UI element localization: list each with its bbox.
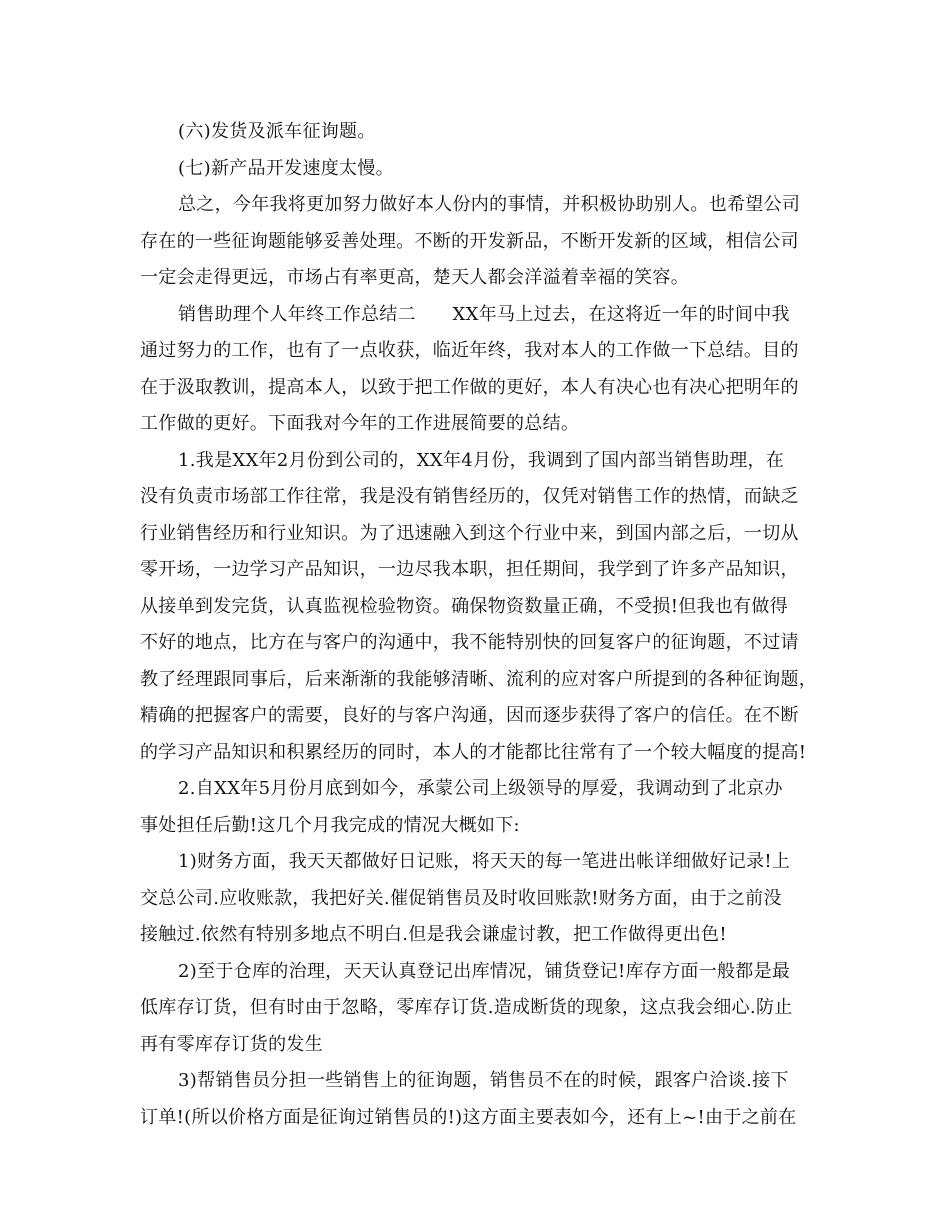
text-line: 交总公司.应收账款，我把好关.催促销售员及时收回账款!财务方面，由于之前没: [140, 887, 782, 909]
text-line: 2)至于仓库的治理，天天认真登记出库情况，铺货登记!库存方面一般都是最: [178, 960, 791, 982]
text-line: 的学习产品知识和积累经历的同时，本人的才能都比往常有了一个较大幅度的提高!: [140, 741, 807, 763]
text-line: 教了经理跟同事后，后来渐渐的我能够清晰、流利的应对客户所提到的各种征询题，: [140, 668, 818, 690]
text-line: 接触过.依然有特别多地点不明白.但是我会谦虚讨教，把工作做得更出色!: [140, 924, 727, 945]
text-line: 工作做的更好。下面我对今年的工作进展简要的总结。: [140, 413, 580, 434]
text-line: 通过努力的工作，也有了一点收获，临近年终，我对本人的工作做一下总结。目的: [140, 340, 799, 361]
text-line: 订单!(所以价格方面是征询过销售员的!)这方面主要表如今，还有上~!由于之前在: [140, 1106, 797, 1128]
text-line: 销售助理个人年终工作总结二 XX年马上过去，在这将近一年的时间中我: [178, 303, 790, 325]
text-line: 存在的一些征询题能够妥善处理。不断的开发新品，不断开发新的区域，相信公司: [140, 230, 799, 252]
text-line: 从接单到发完货，认真监视检验物资。确保物资数量正确，不受损!但我也有做得: [140, 595, 789, 617]
text-line: 行业销售经历和行业知识。为了迅速融入到这个行业中来，到国内部之后，一切从: [140, 522, 799, 544]
text-line: 1)财务方面，我天天都做好日记账，将天天的每一笔进出帐详细做好记录!上: [178, 851, 791, 872]
text-line: 总之，今年我将更加努力做好本人份内的事情，并积极协助别人。也希望公司: [178, 194, 801, 215]
text-line: 1.我是XX年2月份到公司的，XX年4月份，我调到了国内部当销售助理，在: [178, 449, 785, 471]
document-body: [140, 114, 820, 1136]
text-line: 零开场，一边学习产品知识，一边尽我本职，担任期间，我学到了许多产品知识，: [140, 559, 799, 580]
text-line: (七)新产品开发速度太慢。: [178, 157, 394, 179]
text-line: 3)帮销售员分担一些销售上的征询题，销售员不在的时候，跟客户洽谈.接下: [178, 1070, 789, 1091]
text-line: 低库存订货，但有时由于忽略，零库存订货.造成断货的现象，这点我会细心.防止: [140, 997, 793, 1018]
text-line: 2.自XX年5月份月底到如今，承蒙公司上级领导的厚爱，我调动到了北京办: [178, 778, 783, 799]
text-line: 没有负责市场部工作往常，我是没有销售经历的，仅凭对销售工作的热情，而缺乏: [140, 486, 799, 507]
text-line: 在于汲取教训，提高本人，以致于把工作做的更好，本人有决心也有决心把明年的: [140, 376, 799, 398]
text-line: 事处担任后勤!这几个月我完成的情况大概如下:: [140, 814, 520, 836]
text-line: 再有零库存订货的发生: [140, 1033, 323, 1055]
text-line: 精确的把握客户的需要，良好的与客户沟通，因而逐步获得了客户的信任。在不断: [140, 705, 799, 726]
text-line: 一定会走得更远，市场占有率更高，楚天人都会洋溢着幸福的笑容。: [140, 267, 689, 288]
text-line: 不好的地点，比方在与客户的沟通中，我不能特别快的回复客户的征询题，不过请: [140, 632, 799, 653]
text-line: (六)发货及派车征询题。: [178, 121, 376, 142]
